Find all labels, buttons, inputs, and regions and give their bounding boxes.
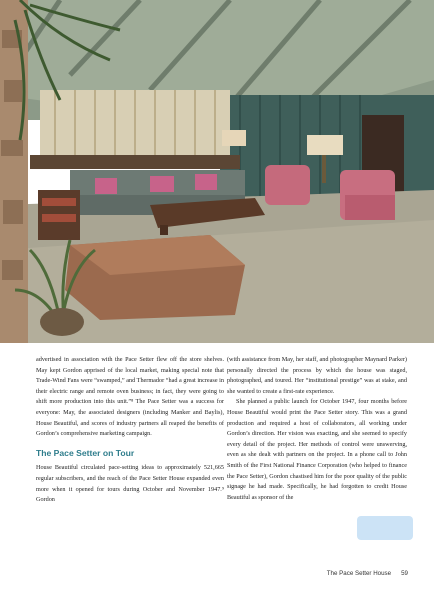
section-heading: The Pace Setter on Tour [36,447,135,458]
right-column [227,355,407,503]
running-title: The Pace Setter House [326,570,392,577]
page-footer [300,570,408,577]
left-column [36,355,224,506]
body-paragraph: (with assistance from May, her staff, and photographer Maynard Parker) personally directed the process by which the house was staged, photographed, and toured. Her “institutional prestige” was at stake, and she wanted to create a first-rate experience. [227,356,407,395]
body-paragraph: She planned a public launch for October 1947, four months before House Beautiful would print the Pace Setter story. This was a grand production and required a host of collaborators, all working under Gordon’s direction. Her vision was exacting, and she seemed to specify every detail of the project. Her methods of control were unswerving, even as she dealt with partners on the project. In a phone call to John Smith of the First National Finance Corporation (who helped to finance the Pace Setter), Gordon chastised him for the poor quality of the public signage he had made. Specifically, he had forgotten to credit House Beautiful as sponsor of the [227,398,407,501]
body-paragraph: advertised in association with the Pace Setter flew off the store shelves. May kept Gordon apprised of the local market, making special note that Trade-Wind Fans were “swamped,” and Thermador “had a great increase in their electric range and remote oven business; in fact, they were going to shift more production into this unit.”⁸ The Pace Setter was a success for everyone: May, the associated designers (including Manker and Baylis), House Beautiful, and scores of industry partners all reaped the benefits of Gordon’s comprehensive marketing campaign. [36,356,224,438]
watermark-logo [355,512,415,544]
body-paragraph: House Beautiful circulated pace-setting ideas to approximately 521,665 regular subscribers, and the reach of the Pace Setter House expanded even more when it opened for tours during October and November 1947.⁹ Gordon [36,464,224,504]
page-number: 59 [401,570,408,577]
